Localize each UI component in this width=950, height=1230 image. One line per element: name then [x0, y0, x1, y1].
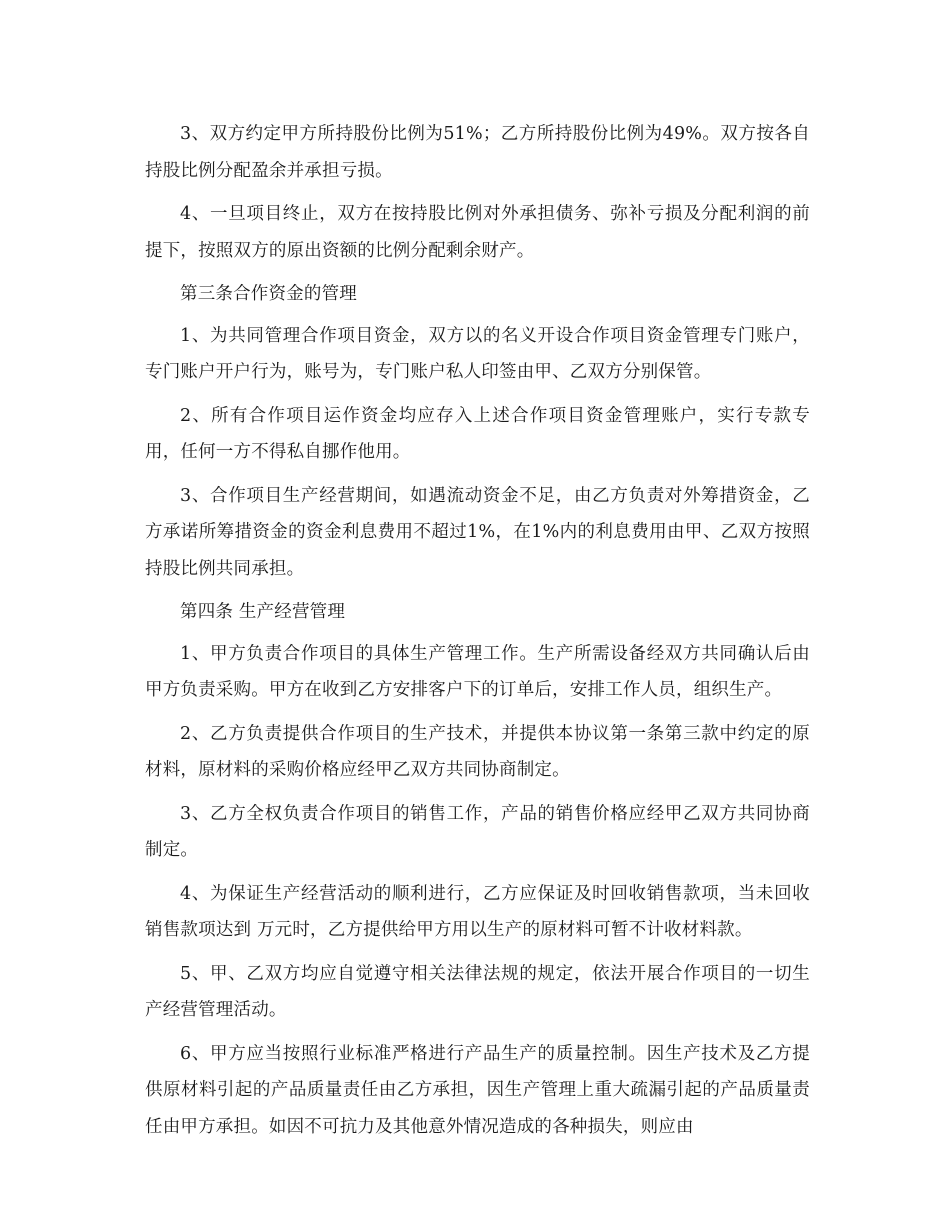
- paragraph-sales: 3、乙方全权负责合作项目的销售工作，产品的销售价格应经甲乙双方共同协商制定。: [145, 803, 810, 860]
- paragraph-clause-4-termination: 4、一旦项目终止，双方在按持股比例对外承担债务、弥补亏损及分配利润的前提下，按照双方的原出资额的比例分配剩余财产。: [145, 204, 810, 261]
- paragraph-clause-3-share-ratio: 3、双方约定甲方所持股份比例为51%；乙方所持股份比例为49%。双方按各自持股比例分配盈余并承担亏损。: [145, 124, 810, 181]
- paragraph-funds-raising: 3、合作项目生产经营期间，如遇流动资金不足，由乙方负责对外筹措资金，乙方承诺所筹措资金的资金利息费用不超过1%，在1%内的利息费用由甲、乙双方按照持股比例共同承担。: [145, 485, 810, 579]
- section-heading-article-3: 第三条合作资金的管理: [180, 284, 357, 304]
- section-heading-article-4: 第四条 生产经营管理: [180, 602, 346, 622]
- paragraph-compliance: 5、甲、乙双方均应自觉遵守相关法律法规的规定，依法开展合作项目的一切生产经营管理活动。: [145, 963, 810, 1020]
- paragraph-production-technology: 2、乙方负责提供合作项目的生产技术，并提供本协议第一条第三款中约定的原材料，原材料的采购价格应经甲乙双方共同协商制定。: [145, 723, 810, 780]
- paragraph-production-management: 1、甲方负责合作项目的具体生产管理工作。生产所需设备经双方共同确认后由甲方负责采购。甲方在收到乙方安排客户下的订单后，安排工作人员，组织生产。: [145, 643, 810, 700]
- paragraph-funds-usage: 2、所有合作项目运作资金均应存入上述合作项目资金管理账户，实行专款专用，任何一方不得私自挪作他用。: [145, 405, 810, 462]
- document-body: [145, 116, 810, 1152]
- paragraph-receivables: 4、为保证生产经营活动的顺利进行，乙方应保证及时回收销售款项，当未回收销售款项达到 万元时，乙方提供给甲方用以生产的原材料可暂不计收材料款。: [145, 883, 810, 940]
- paragraph-funds-account: 1、为共同管理合作项目资金，双方以的名义开设合作项目资金管理专门账户，专门账户开户行为，账号为，专门账户私人印签由甲、乙双方分别保管。: [145, 325, 810, 382]
- paragraph-quality-control: 6、甲方应当按照行业标准严格进行产品生产的质量控制。因生产技术及乙方提供原材料引起的产品质量责任由乙方承担，因生产管理上重大疏漏引起的产品质量责任由甲方承担。如因不可抗力及其他意外情况造成的各种损失，则应由: [145, 1043, 810, 1137]
